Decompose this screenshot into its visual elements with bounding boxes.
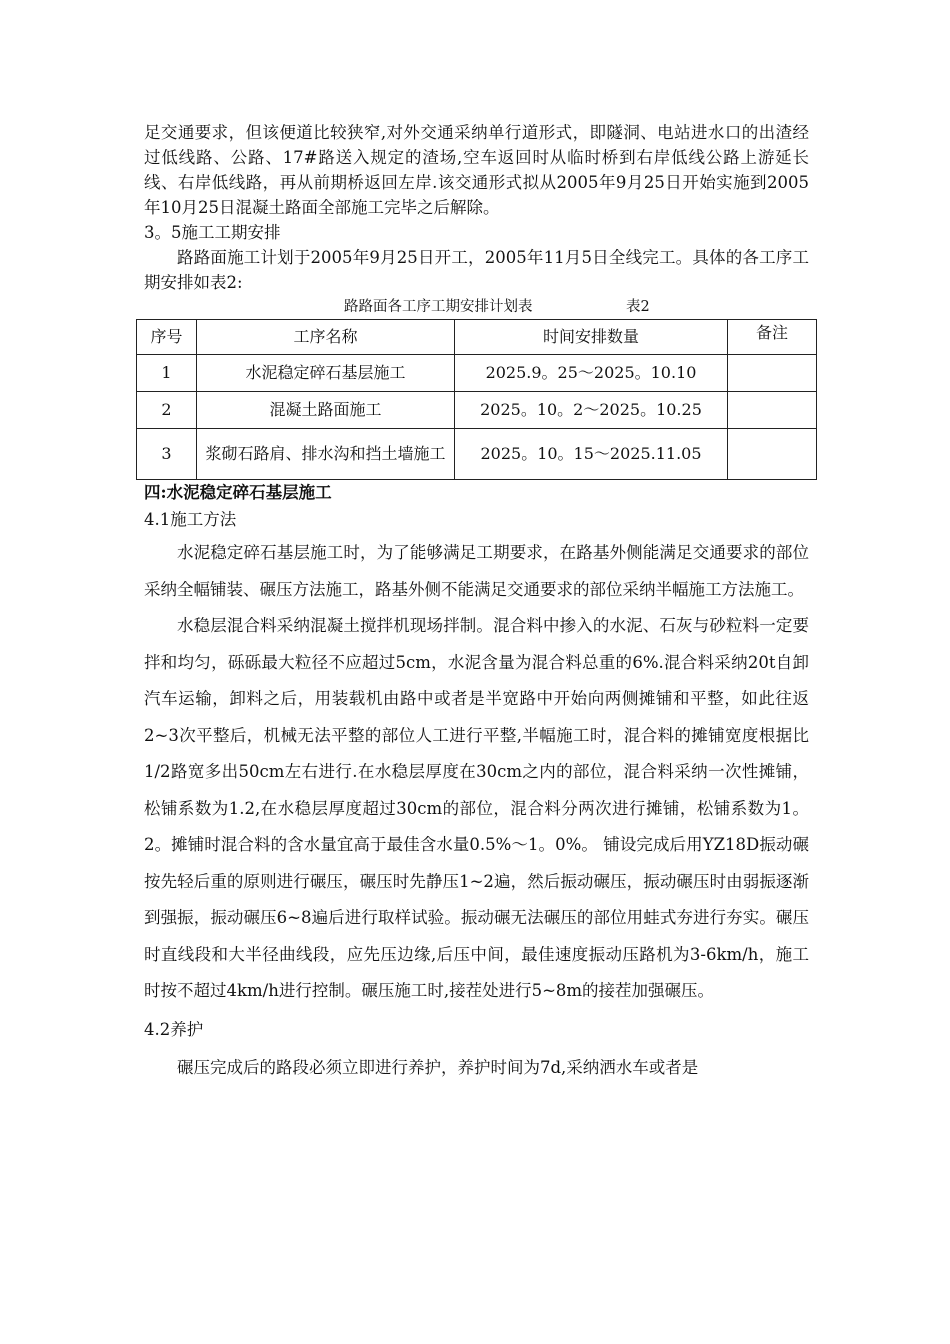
cell-time: 2025。10。2～2025。10.25 (455, 392, 728, 429)
header-cell-time: 时间安排数量 (455, 320, 728, 355)
table-row (137, 392, 817, 429)
header-cell-no: 序号 (137, 320, 197, 355)
paragraph-mixing: 水稳层混合料采纳混凝土搅拌机现场拌制。混合料中掺入的水泥、石灰与砂粒料一定要拌和均匀，砾砾最大粒径不应超过5cm，水泥含量为混合料总重的6%.混合料采纳20t自卸汽车运输，卸料之后，用装载机由路中或者是半宽路中开始向两侧摊铺和平整，如此往返2~3次平整后，机械无法平整的部位人工进行平整,半幅施工时，混合料的摊铺宽度根据比1/2路宽多出50cm左右进行.在水稳层厚度在30cm之内的部位，混合料采纳一次性摊铺，松铺系数为1.2,在水稳层厚度超过30cm的部位，混合料分两次进行摊铺，松铺系数为1。2。摊铺时混合料的含水量宜高于最佳含水量0.5%～1。0%。 铺设完成后用YZ18D振动碾按先轻后重的原则进行碾压，碾压时先静压1~2遍，然后振动碾压，振动碾压时由弱振逐渐到强振，振动碾压6~8遍后进行取样试验。振动碾无法碾压的部位用蛙式夯进行夯实。碾压时直线段和大半径曲线段，应先压边缘,后压中间，最佳速度振动压路机为3-6km/h，施工时按不超过4km/h进行控制。碾压施工时,接茬处进行5~8m的接茬加强碾压。 (144, 616, 809, 1000)
page-content (144, 120, 809, 1086)
table-header-row (137, 320, 817, 355)
cell-no: 2 (137, 392, 197, 429)
section-heading-4: 四:水泥稳定碎石基层施工 (144, 483, 332, 502)
paragraph-curing: 碾压完成后的路段必须立即进行养护，养护时间为7d,采纳洒水车或者是 (177, 1057, 699, 1077)
paragraph-traffic: 足交通要求，但该便道比较狭窄,对外交通采纳单行道形式，即隧洞、电站进水口的出渣经过低线路、公路、17#路送入规定的渣场,空车返回时从临时桥到右岸低线公路上游延长线、右岸低线路，再从前期桥返回左岸.该交通形式拟从2005年9月25日开始实施到2005年10月25日混凝土路面全部施工完毕之后解除。 (144, 123, 809, 217)
cell-name: 水泥稳定碎石基层施工 (197, 355, 455, 392)
table-caption (144, 295, 809, 319)
cell-remark (728, 392, 817, 429)
subsection-heading-4-1: 4.1施工方法 (144, 510, 237, 529)
table-row (137, 429, 817, 480)
cell-name: 混凝土路面施工 (197, 392, 455, 429)
cell-remark (728, 355, 817, 392)
section-heading-3-5: 3。5施工工期安排 (144, 223, 281, 242)
subsection-heading-4-2: 4.2养护 (144, 1019, 204, 1039)
table-row (137, 355, 817, 392)
cell-time: 2025.9。25～2025。10.10 (455, 355, 728, 392)
table-caption-title: 路路面各工序工期安排计划表 (344, 299, 533, 315)
cell-no: 1 (137, 355, 197, 392)
paragraph-method: 水泥稳定碎石基层施工时，为了能够满足工期要求，在路基外侧能满足交通要求的部位采纳全幅铺装、碾压方法施工，路基外侧不能满足交通要求的部位采纳半幅施工方法施工。 (144, 543, 809, 599)
cell-no: 3 (137, 429, 197, 480)
cell-name: 浆砌石路肩、排水沟和挡土墙施工 (197, 429, 455, 480)
cell-remark (728, 429, 817, 480)
cell-time: 2025。10。15～2025.11.05 (455, 429, 728, 480)
table-number: 表2 (626, 299, 650, 315)
schedule-table (136, 319, 817, 480)
paragraph-schedule: 路路面施工计划于2005年9月25日开工，2005年11月5日全线完工。具体的各工序工期安排如表2: (144, 248, 809, 292)
header-cell-name: 工序名称 (197, 320, 455, 355)
header-cell-remark: 备注 (728, 320, 817, 355)
